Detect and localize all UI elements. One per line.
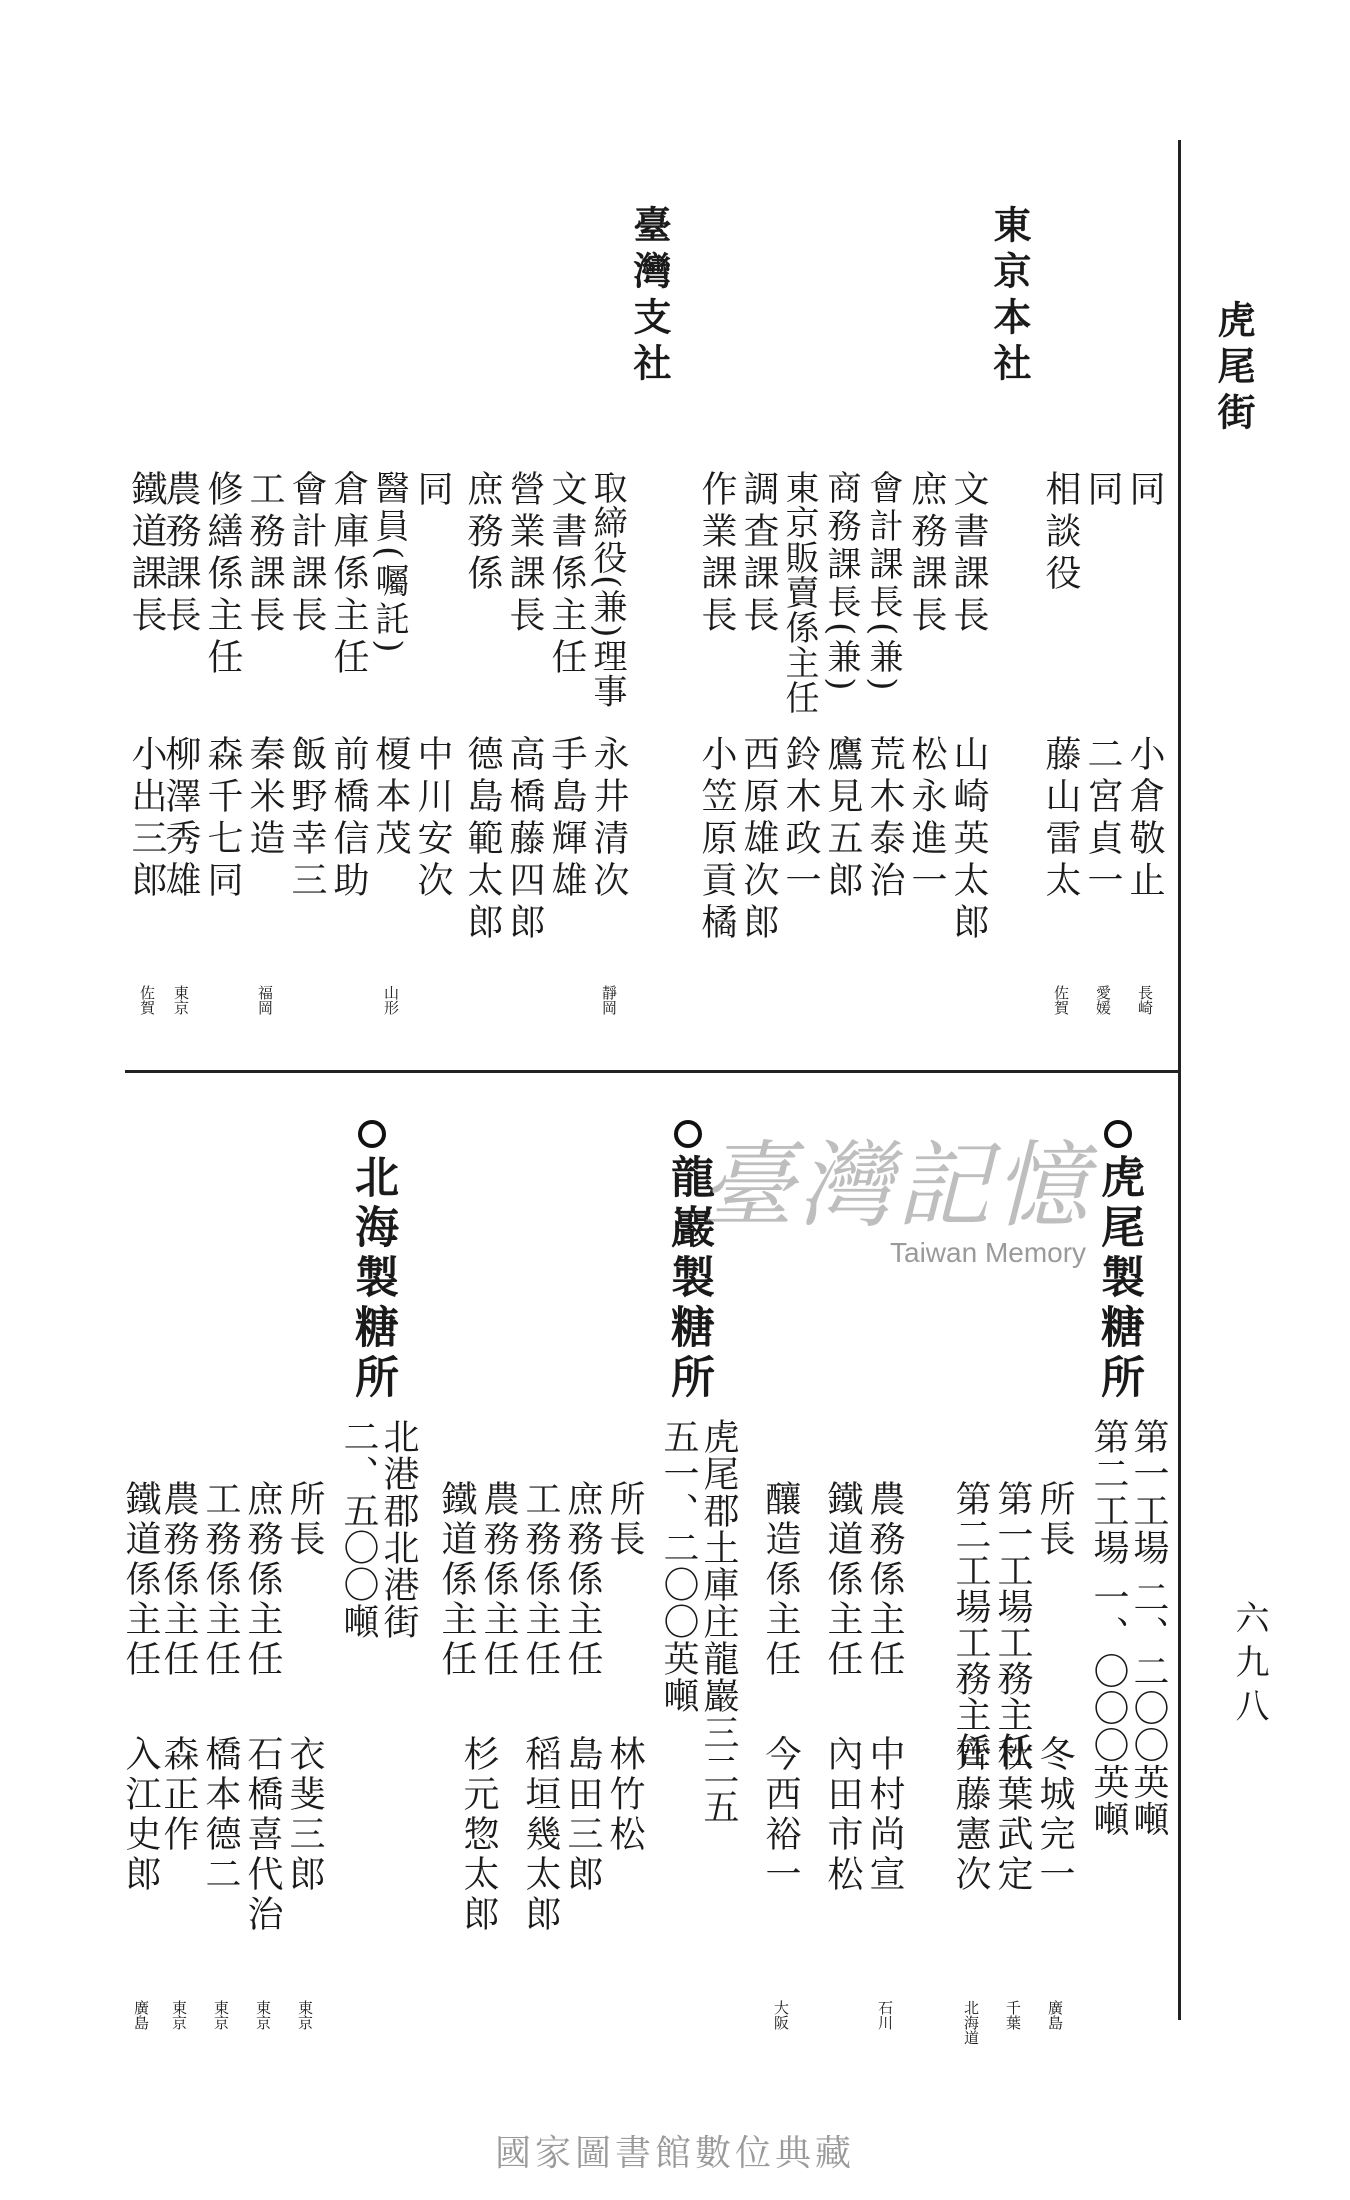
- staff-name: 森正作: [158, 1735, 199, 1855]
- watermark: [700, 1110, 1092, 1269]
- office-title: 工務係主任: [200, 1480, 241, 1680]
- office-title: 商務課長(兼): [821, 470, 861, 695]
- staff-name: 秋葉武定: [992, 1735, 1033, 1895]
- office-title: 東京販賣係主任: [779, 470, 819, 715]
- office-title: 醫員(囑託): [369, 470, 409, 657]
- section-divider: [125, 1070, 1178, 1073]
- circle-marker-icon: [674, 1120, 702, 1148]
- office-title: 文書課長: [948, 470, 989, 638]
- staff-name: 小出三郎: [126, 735, 167, 903]
- office-title: 同: [1082, 470, 1123, 512]
- home-prefecture: 東京: [212, 2000, 230, 2030]
- staff-name: 稻垣幾太郎: [520, 1735, 561, 1935]
- staff-name: 小倉敬止: [1124, 735, 1165, 903]
- office-title: 同: [1124, 470, 1165, 512]
- staff-name: 柳澤秀雄: [160, 735, 201, 903]
- office-title: 第二工場工務主任: [950, 1480, 991, 1768]
- footer-credit: 國家圖書館數位典藏: [494, 2133, 855, 2174]
- home-prefecture: 愛媛: [1094, 985, 1112, 1015]
- home-prefecture: 福岡: [256, 985, 274, 1015]
- office-title: 會計課長: [286, 470, 327, 638]
- staff-name: 中川安次: [412, 735, 453, 903]
- office-title: 農務係主任: [158, 1480, 199, 1680]
- factory-info: 北港郡北港街: [378, 1418, 419, 1640]
- staff-name: 高橋藤四郎: [504, 735, 545, 945]
- office-title: 會計課長(兼): [863, 470, 903, 695]
- home-prefecture: 山形: [382, 985, 400, 1015]
- office-title: 調査課長: [738, 470, 779, 638]
- staff-name: 榎本茂: [370, 735, 411, 861]
- factory-info: 第一工場 二、二〇〇英噸: [1128, 1418, 1169, 1838]
- office-title: 鐵道係主任: [822, 1480, 863, 1680]
- staff-name: 秦米造: [244, 735, 285, 861]
- circle-marker-icon: [1104, 1120, 1132, 1148]
- running-title: 虎尾街: [1211, 300, 1256, 438]
- office-title: 工務係主任: [520, 1480, 561, 1680]
- factory-heading-huwei: 虎尾製糖所: [1096, 1120, 1140, 1404]
- home-prefecture: 千葉: [1004, 2000, 1022, 2030]
- staff-name: 飯野幸三: [286, 735, 327, 903]
- page-rule-vertical: [1178, 140, 1181, 2020]
- home-prefecture: 大阪: [772, 2000, 790, 2030]
- staff-name: 今西裕一: [760, 1735, 801, 1895]
- factory-info: 第二工場 一、〇〇〇英噸: [1088, 1418, 1129, 1838]
- watermark-english: Taiwan Memory: [890, 1237, 1087, 1268]
- staff-name: 齊藤憲次: [950, 1735, 991, 1895]
- office-title: 鐵道係主任: [120, 1480, 161, 1680]
- office-title: 營業課長: [504, 470, 545, 638]
- staff-name: 松永進一: [906, 735, 947, 903]
- office-title: 文書係主任: [546, 470, 587, 680]
- staff-name: 橋本德二: [200, 1735, 241, 1895]
- staff-name: 入江史郎: [120, 1735, 161, 1895]
- home-prefecture: 佐賀: [1052, 985, 1070, 1015]
- staff-name: 林竹松: [604, 1735, 645, 1855]
- home-prefecture: 東京: [254, 2000, 272, 2030]
- staff-name: 前橋信助: [328, 735, 369, 903]
- office-title: 第一工場工務主任: [992, 1480, 1033, 1768]
- watermark-chinese: 臺灣記憶: [700, 1132, 1093, 1241]
- home-prefecture: 靜岡: [600, 985, 618, 1015]
- factory-info: 虎尾郡土庫庄龍巖三二五: [698, 1418, 739, 1825]
- staff-name: 二宮貞一: [1082, 735, 1123, 903]
- office-title: 庶務課長: [906, 470, 947, 638]
- office-title: 所長: [1034, 1480, 1075, 1560]
- staff-name: 德島範太郎: [462, 735, 503, 945]
- circle-marker-icon: [358, 1120, 386, 1148]
- office-title: 農務課長: [160, 470, 201, 638]
- office-title: 倉庫係主任: [328, 470, 369, 680]
- staff-name: 鈴木政一: [780, 735, 821, 903]
- factory-info: 五一、二〇〇英噸: [658, 1418, 699, 1714]
- office-title: 工務課長: [244, 470, 285, 638]
- staff-name: 森千七同: [202, 735, 243, 903]
- home-prefecture: 石川: [876, 2000, 894, 2030]
- office-title: 鐵道係主任: [436, 1480, 477, 1680]
- staff-name: 衣斐三郎: [284, 1735, 325, 1895]
- factory-heading-longyan: 龍巖製糖所: [666, 1120, 710, 1404]
- staff-name: 杉元惣太郎: [458, 1735, 499, 1935]
- staff-name: 島田三郎: [562, 1735, 603, 1895]
- office-title: 所長: [284, 1480, 325, 1560]
- staff-name: 永井清次: [588, 735, 629, 903]
- section-title-tokyo: 東京本社: [987, 205, 1032, 389]
- staff-name: 鷹見五郎: [822, 735, 863, 903]
- staff-name: 中村尚宣: [864, 1735, 905, 1895]
- staff-name: 荒木泰治: [864, 735, 905, 903]
- factory-info: 二、五〇〇噸: [338, 1418, 379, 1640]
- office-title: 釀造係主任: [760, 1480, 801, 1680]
- office-title: 庶務係主任: [242, 1480, 283, 1680]
- home-prefecture: 東京: [170, 2000, 188, 2030]
- home-prefecture: 東京: [172, 985, 190, 1015]
- home-prefecture: 廣島: [1046, 2000, 1064, 2030]
- page-number: 六九八: [1229, 1600, 1269, 1732]
- office-title: 所長: [604, 1480, 645, 1560]
- staff-name: 冬城完一: [1034, 1735, 1075, 1895]
- office-title: 取締役(兼)理事: [587, 470, 627, 709]
- staff-name: 西原雄次郎: [738, 735, 779, 945]
- office-title: 修繕係主任: [202, 470, 243, 680]
- staff-name: 藤山雷太: [1040, 735, 1081, 903]
- office-title: 庶務係主任: [562, 1480, 603, 1680]
- staff-name: 山崎英太郎: [948, 735, 989, 945]
- staff-name: 小笠原貢橘: [696, 735, 737, 945]
- staff-name: 內田市松: [822, 1735, 863, 1895]
- home-prefecture: 佐賀: [138, 985, 156, 1015]
- office-title: 作業課長: [696, 470, 737, 638]
- factory-heading-beihai: 北海製糖所: [350, 1120, 394, 1404]
- home-prefecture: 北海道: [962, 2000, 980, 2045]
- office-title: 相談役: [1040, 470, 1081, 596]
- office-title: 鐵道課長: [126, 470, 167, 638]
- office-title: 農務係主任: [478, 1480, 519, 1680]
- office-title: 農務係主任: [864, 1480, 905, 1680]
- office-title: 同: [412, 470, 453, 512]
- staff-name: 手島輝雄: [546, 735, 587, 903]
- section-title-taiwan: 臺灣支社: [627, 205, 672, 389]
- staff-name: 石橋喜代治: [242, 1735, 283, 1935]
- office-title: 庶務係: [462, 470, 503, 596]
- home-prefecture: 長崎: [1136, 985, 1154, 1015]
- home-prefecture: 東京: [296, 2000, 314, 2030]
- home-prefecture: 廣島: [132, 2000, 150, 2030]
